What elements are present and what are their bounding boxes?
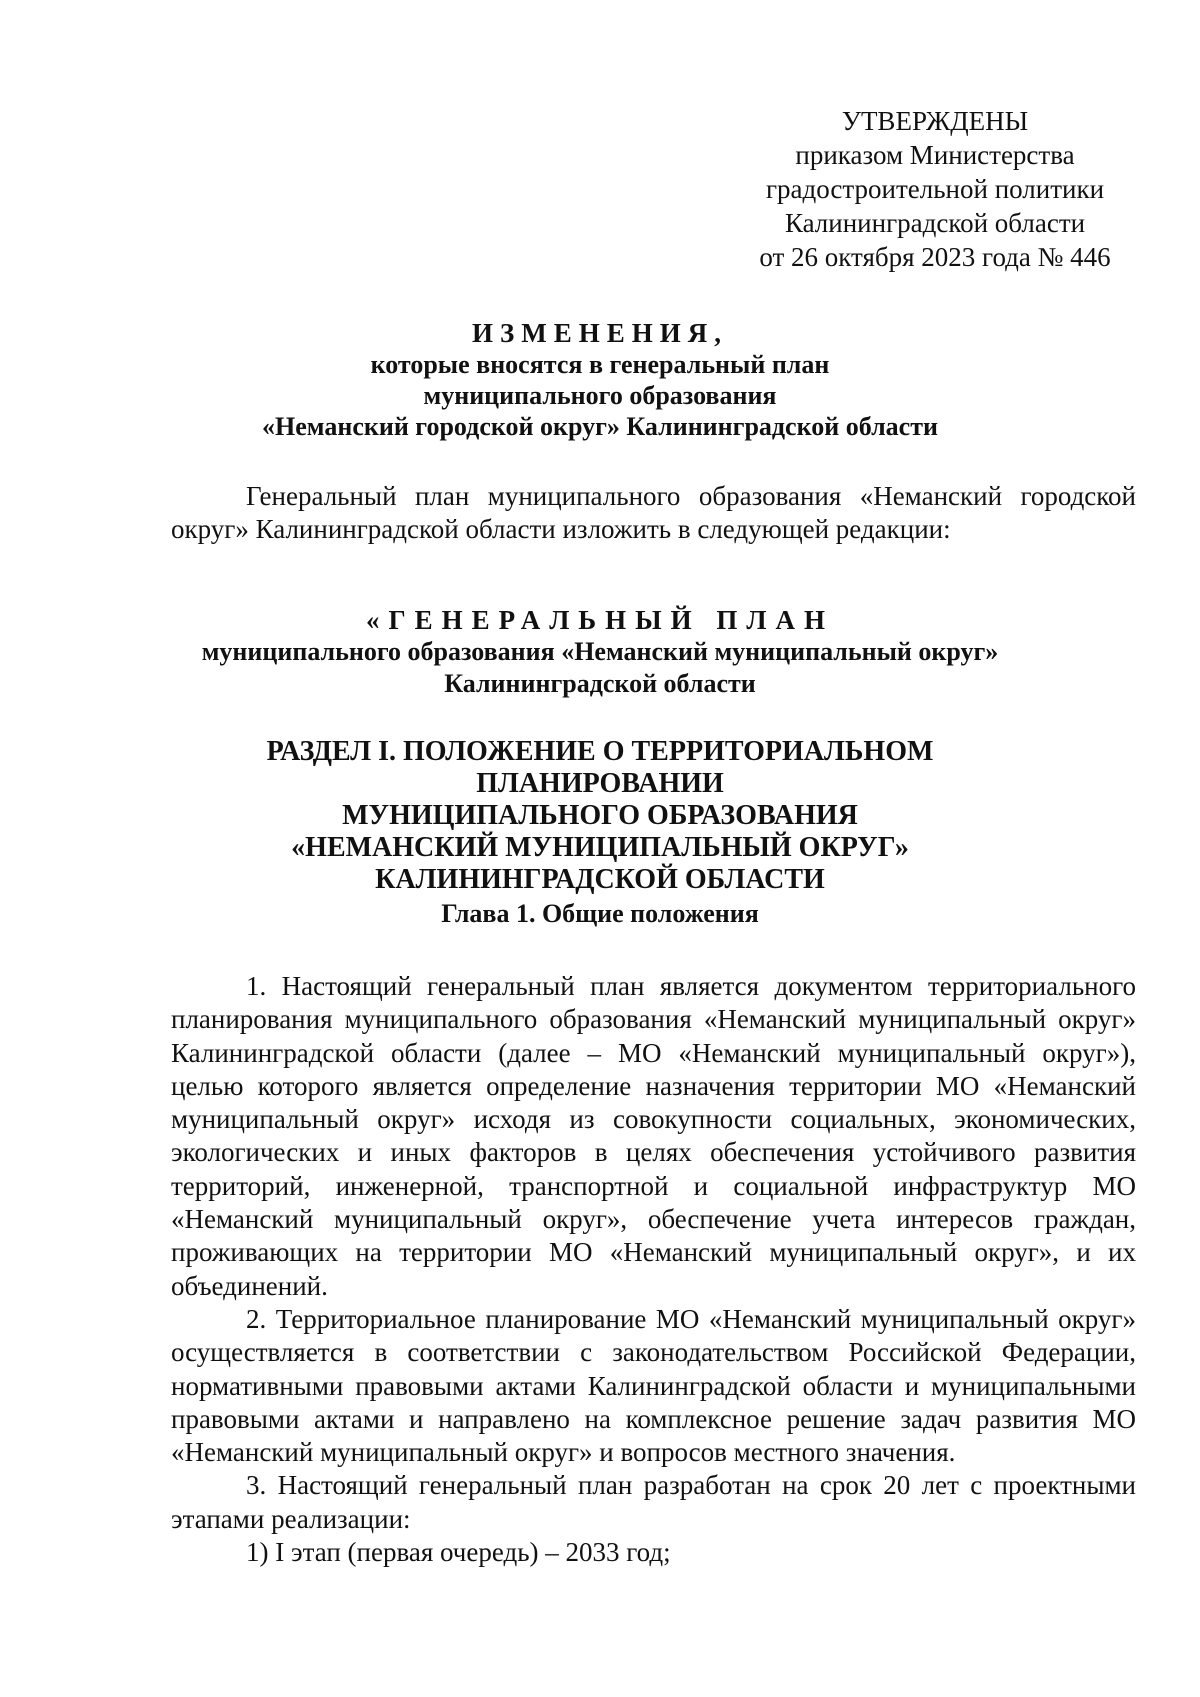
- general-plan-title: «ГЕНЕРАЛЬНЫЙ ПЛАН: [365, 605, 835, 635]
- paragraph-2: 2. Территориальное планирование МО «Неманский муниципальный округ» осуществляется в соответствии с законодательством Российской Федерации, нормативными правовыми актами Калининградской области и муниципальными правовыми актами и направлено на комплексное решение задач развития МО «Неманский муниципальный округ» и вопросов местного значения.: [171, 1303, 1136, 1468]
- changes-subtitle-2: муниципального образования: [423, 381, 777, 410]
- paragraph-4: 1) I этап (первая очередь) – 2033 год;: [246, 1537, 671, 1568]
- general-plan-subtitle-2: Калининградской области: [444, 669, 756, 698]
- section-line-2: МУНИЦИПАЛЬНОГО ОБРАЗОВАНИЯ: [342, 800, 858, 831]
- approval-title: УТВЕРЖДЕНЫ: [841, 106, 1029, 136]
- paragraph-3: 3. Настоящий генеральный план разработан на срок 20 лет с проектными этапами реализации:: [171, 1470, 1136, 1534]
- changes-subtitle-3: «Неманский городской округ» Калининградской области: [262, 412, 938, 441]
- section-line-4: КАЛИНИНГРАДСКОЙ ОБЛАСТИ: [375, 864, 825, 895]
- approval-date-line: от 26 октября 2023 года № 446: [759, 242, 1111, 272]
- changes-title: ИЗМЕНЕНИЯ,: [471, 318, 728, 348]
- general-plan-heading: [150, 604, 1050, 700]
- general-plan-subtitle-1: муниципального образования «Неманский муниципальный округ»: [201, 637, 999, 666]
- section-line-1: РАЗДЕЛ I. ПОЛОЖЕНИЕ О ТЕРРИТОРИАЛЬНОМ ПЛАНИРОВАНИИ: [266, 736, 934, 799]
- document-body: [171, 970, 1136, 1569]
- section-heading: [140, 736, 1060, 896]
- section-line-3: «НЕМАНСКИЙ МУНИЦИПАЛЬНЫЙ ОКРУГ»: [291, 832, 909, 863]
- approval-region-line: Калининградской области: [784, 208, 1086, 238]
- approval-order-line: приказом Министерства: [795, 140, 1075, 170]
- chapter-title: Глава 1. Общие положения: [441, 899, 759, 928]
- changes-heading: [180, 318, 1020, 442]
- changes-subtitle-1: которые вносятся в генеральный план: [370, 350, 830, 379]
- intro-paragraph: Генеральный план муниципального образования «Неманский городской округ» Калининградской области изложить в следующей редакции:: [171, 481, 1136, 544]
- approval-ministry-line: градостроительной политики: [765, 174, 1105, 204]
- approval-stamp: [725, 104, 1145, 274]
- paragraph-1: 1. Настоящий генеральный план является документом территориального планирования муниципального образования «Неманский муниципальный округ» Калининградской области (далее – МО «Неманский муниципальный округ»), целью которого является определение назначения территории МО «Неманский муниципальный округ» исходя из совокупности социальных, экономических, экологических и иных факторов в целях обеспечения устойчивого развития территорий, инженерной, транспортной и социальной инфраструктур МО «Неманский муниципальный округ», обеспечение учета интересов граждан, проживающих на территории МО «Неманский муниципальный округ», и их объединений.: [171, 971, 1136, 1301]
